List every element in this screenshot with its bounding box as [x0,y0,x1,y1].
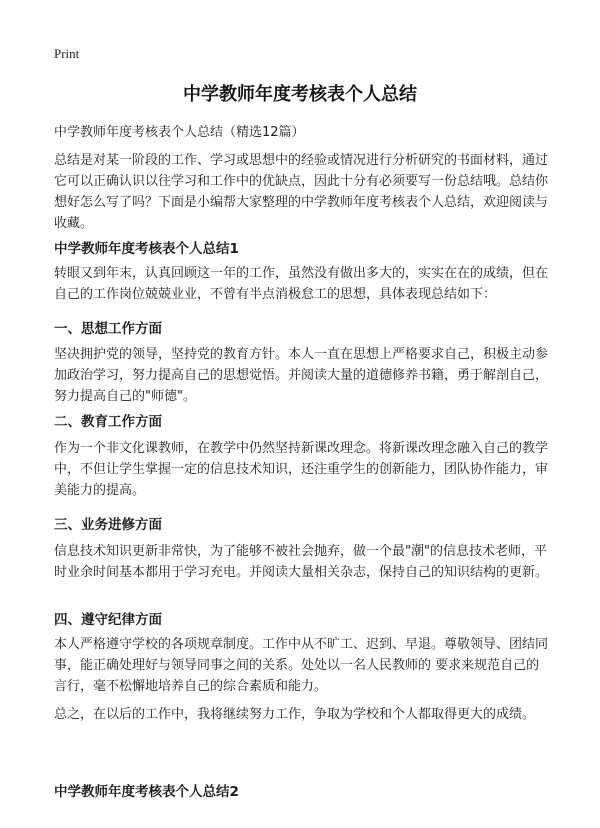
section-heading-teaching: 二、教育工作方面 [54,414,162,430]
document-subtitle: 中学教师年度考核表个人总结（精选12篇） [54,125,305,140]
page-title: 中学教师年度考核表个人总结 [183,84,417,105]
section-heading-summary-1: 中学教师年度考核表个人总结1 [54,241,239,257]
print-link[interactable]: Print [54,46,80,61]
paragraph-conclusion: 总之，在以后的工作中，我将继续努力工作，争取为学校和个人都取得更大的成绩。 [54,707,536,722]
section-heading-study: 三、业务进修方面 [54,517,162,533]
section-heading-summary-2: 中学教师年度考核表个人总结2 [54,784,239,800]
paragraph-study: 信息技术知识更新非常快，为了能够不被社会抛弃，做一个最"潮"的信息技术老师，平时业余时间基本都用于学习充电。并阅读大量相关杂志，保持自己的知识结构的更新。 [54,544,549,580]
paragraph-discipline: 本人严格遵守学校的各项规章制度。工作中从不旷工、迟到、早退。尊敬领导、团结同事，能正确处理好与领导同事之间的关系。处处以一名人民教师的 要求来规范自己的言行，毫不松懈地培养自己的综合素质和能力。 [54,637,549,694]
section-heading-discipline: 四、遵守纪律方面 [54,612,162,628]
intro-paragraph: 总结是对某一阶段的工作、学习或思想中的经验或情况进行分析研究的书面材料，通过它可以正确认识以往学习和工作中的优缺点，因此十分有必须要写一份总结哦。总结你想好怎么写了吗？下面是小编帮大家整理的中学教师年度考核表个人总结，欢迎阅读与收藏。 [54,153,549,231]
paragraph-thought: 坚决拥护党的领导，坚持党的教育方针。本人一直在思想上严格要求自己，积极主动参加政治学习，努力提高自己的思想觉悟。并阅读大量的道德修养书籍，勇于解剖自己，努力提高自己的"师德"。 [54,347,549,404]
paragraph-teaching: 作为一个非文化课教师，在教学中仍然坚持新课改理念。将新课改理念融入自己的教学中，不但让学生掌握一定的信息技术知识，还注重学生的创新能力，团队协作能力，审美能力的提高。 [54,441,549,498]
paragraph-opening: 转眼又到年末，认真回顾这一年的工作，虽然没有做出多大的，实实在在的成绩，但在自己的工作岗位兢兢业业，不曾有半点消极怠工的思想，具体表现总结如下： [54,266,549,302]
section-heading-thought: 一、思想工作方面 [54,321,162,337]
